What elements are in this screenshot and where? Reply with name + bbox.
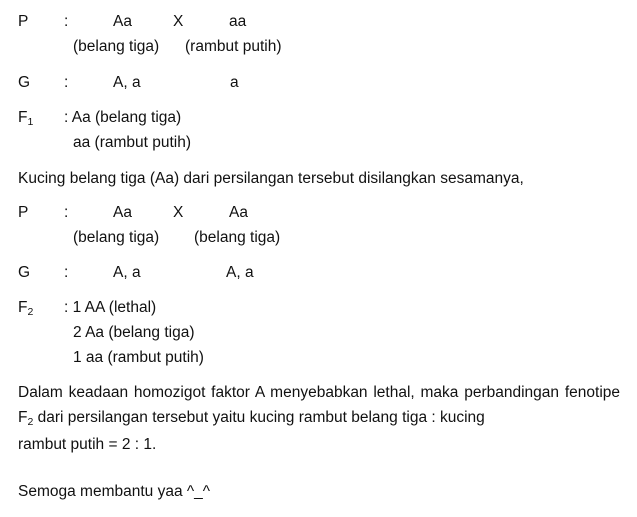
closing-message: Semoga membantu yaa ^_^ xyxy=(18,483,211,500)
cross2-cross-symbol: X xyxy=(173,204,184,221)
cross1-gamete1: A, a xyxy=(113,74,141,91)
cross1-g-label: G xyxy=(18,74,31,91)
f2-label xyxy=(18,300,33,316)
cross2-g-colon: : xyxy=(64,264,69,281)
f2-offspring-line3: 1 aa (rambut putih) xyxy=(73,349,204,366)
cross1-gamete2: a xyxy=(230,74,239,91)
conclusion-text-part2: dari persilangan tersebut yaitu kucing rambut belang tiga : kucing xyxy=(33,409,485,426)
cross1-p-label: P xyxy=(18,13,29,30)
cross1-p-colon: : xyxy=(64,13,69,30)
cross2-parent2-phenotype: (belang tiga) xyxy=(194,229,281,246)
cross1-parent1-phenotype: (belang tiga) xyxy=(73,38,160,55)
cross1-cross-symbol: X xyxy=(173,13,184,30)
cross1-g-colon: : xyxy=(64,74,69,91)
cross2-parent2-genotype: Aa xyxy=(229,204,248,221)
cross1-parent2-phenotype: (rambut putih) xyxy=(185,38,282,55)
cross2-p-label: P xyxy=(18,204,29,221)
f2-label-letter: F xyxy=(18,299,28,316)
f1-offspring-line2: aa (rambut putih) xyxy=(73,134,192,151)
cross1-parent2-genotype: aa xyxy=(229,13,247,30)
cross1-parent1-genotype: Aa xyxy=(113,13,132,30)
conclusion-text-part3: rambut putih = 2 : 1. xyxy=(18,436,157,453)
cross2-parent1-phenotype: (belang tiga) xyxy=(73,229,160,246)
f2-offspring-line1: : 1 AA (lethal) xyxy=(64,299,157,316)
cross2-p-colon: : xyxy=(64,204,69,221)
cross2-parent1-genotype: Aa xyxy=(113,204,132,221)
f1-label-subscript: 1 xyxy=(27,116,34,128)
intro-sentence: Kucing belang tiga (Aa) dari persilangan tersebut disilangkan sesamanya, xyxy=(18,170,524,187)
cross2-gamete2: A, a xyxy=(226,264,254,281)
conclusion-paragraph xyxy=(18,380,620,457)
f1-label-letter: F xyxy=(18,109,28,126)
cross2-gamete1: A, a xyxy=(113,264,141,281)
conclusion-text-part1: Dalam keadaan homozigot faktor A menyebabkan lethal, maka perbandingan fenotipe F xyxy=(18,384,620,426)
f2-label-subscript: 2 xyxy=(27,306,34,318)
f2-offspring-line2: 2 Aa (belang tiga) xyxy=(73,324,195,341)
f1-label xyxy=(18,110,33,126)
cross2-g-label: G xyxy=(18,264,31,281)
conclusion-subscript: 2 xyxy=(27,416,34,428)
f1-offspring-line1: : Aa (belang tiga) xyxy=(64,109,182,126)
